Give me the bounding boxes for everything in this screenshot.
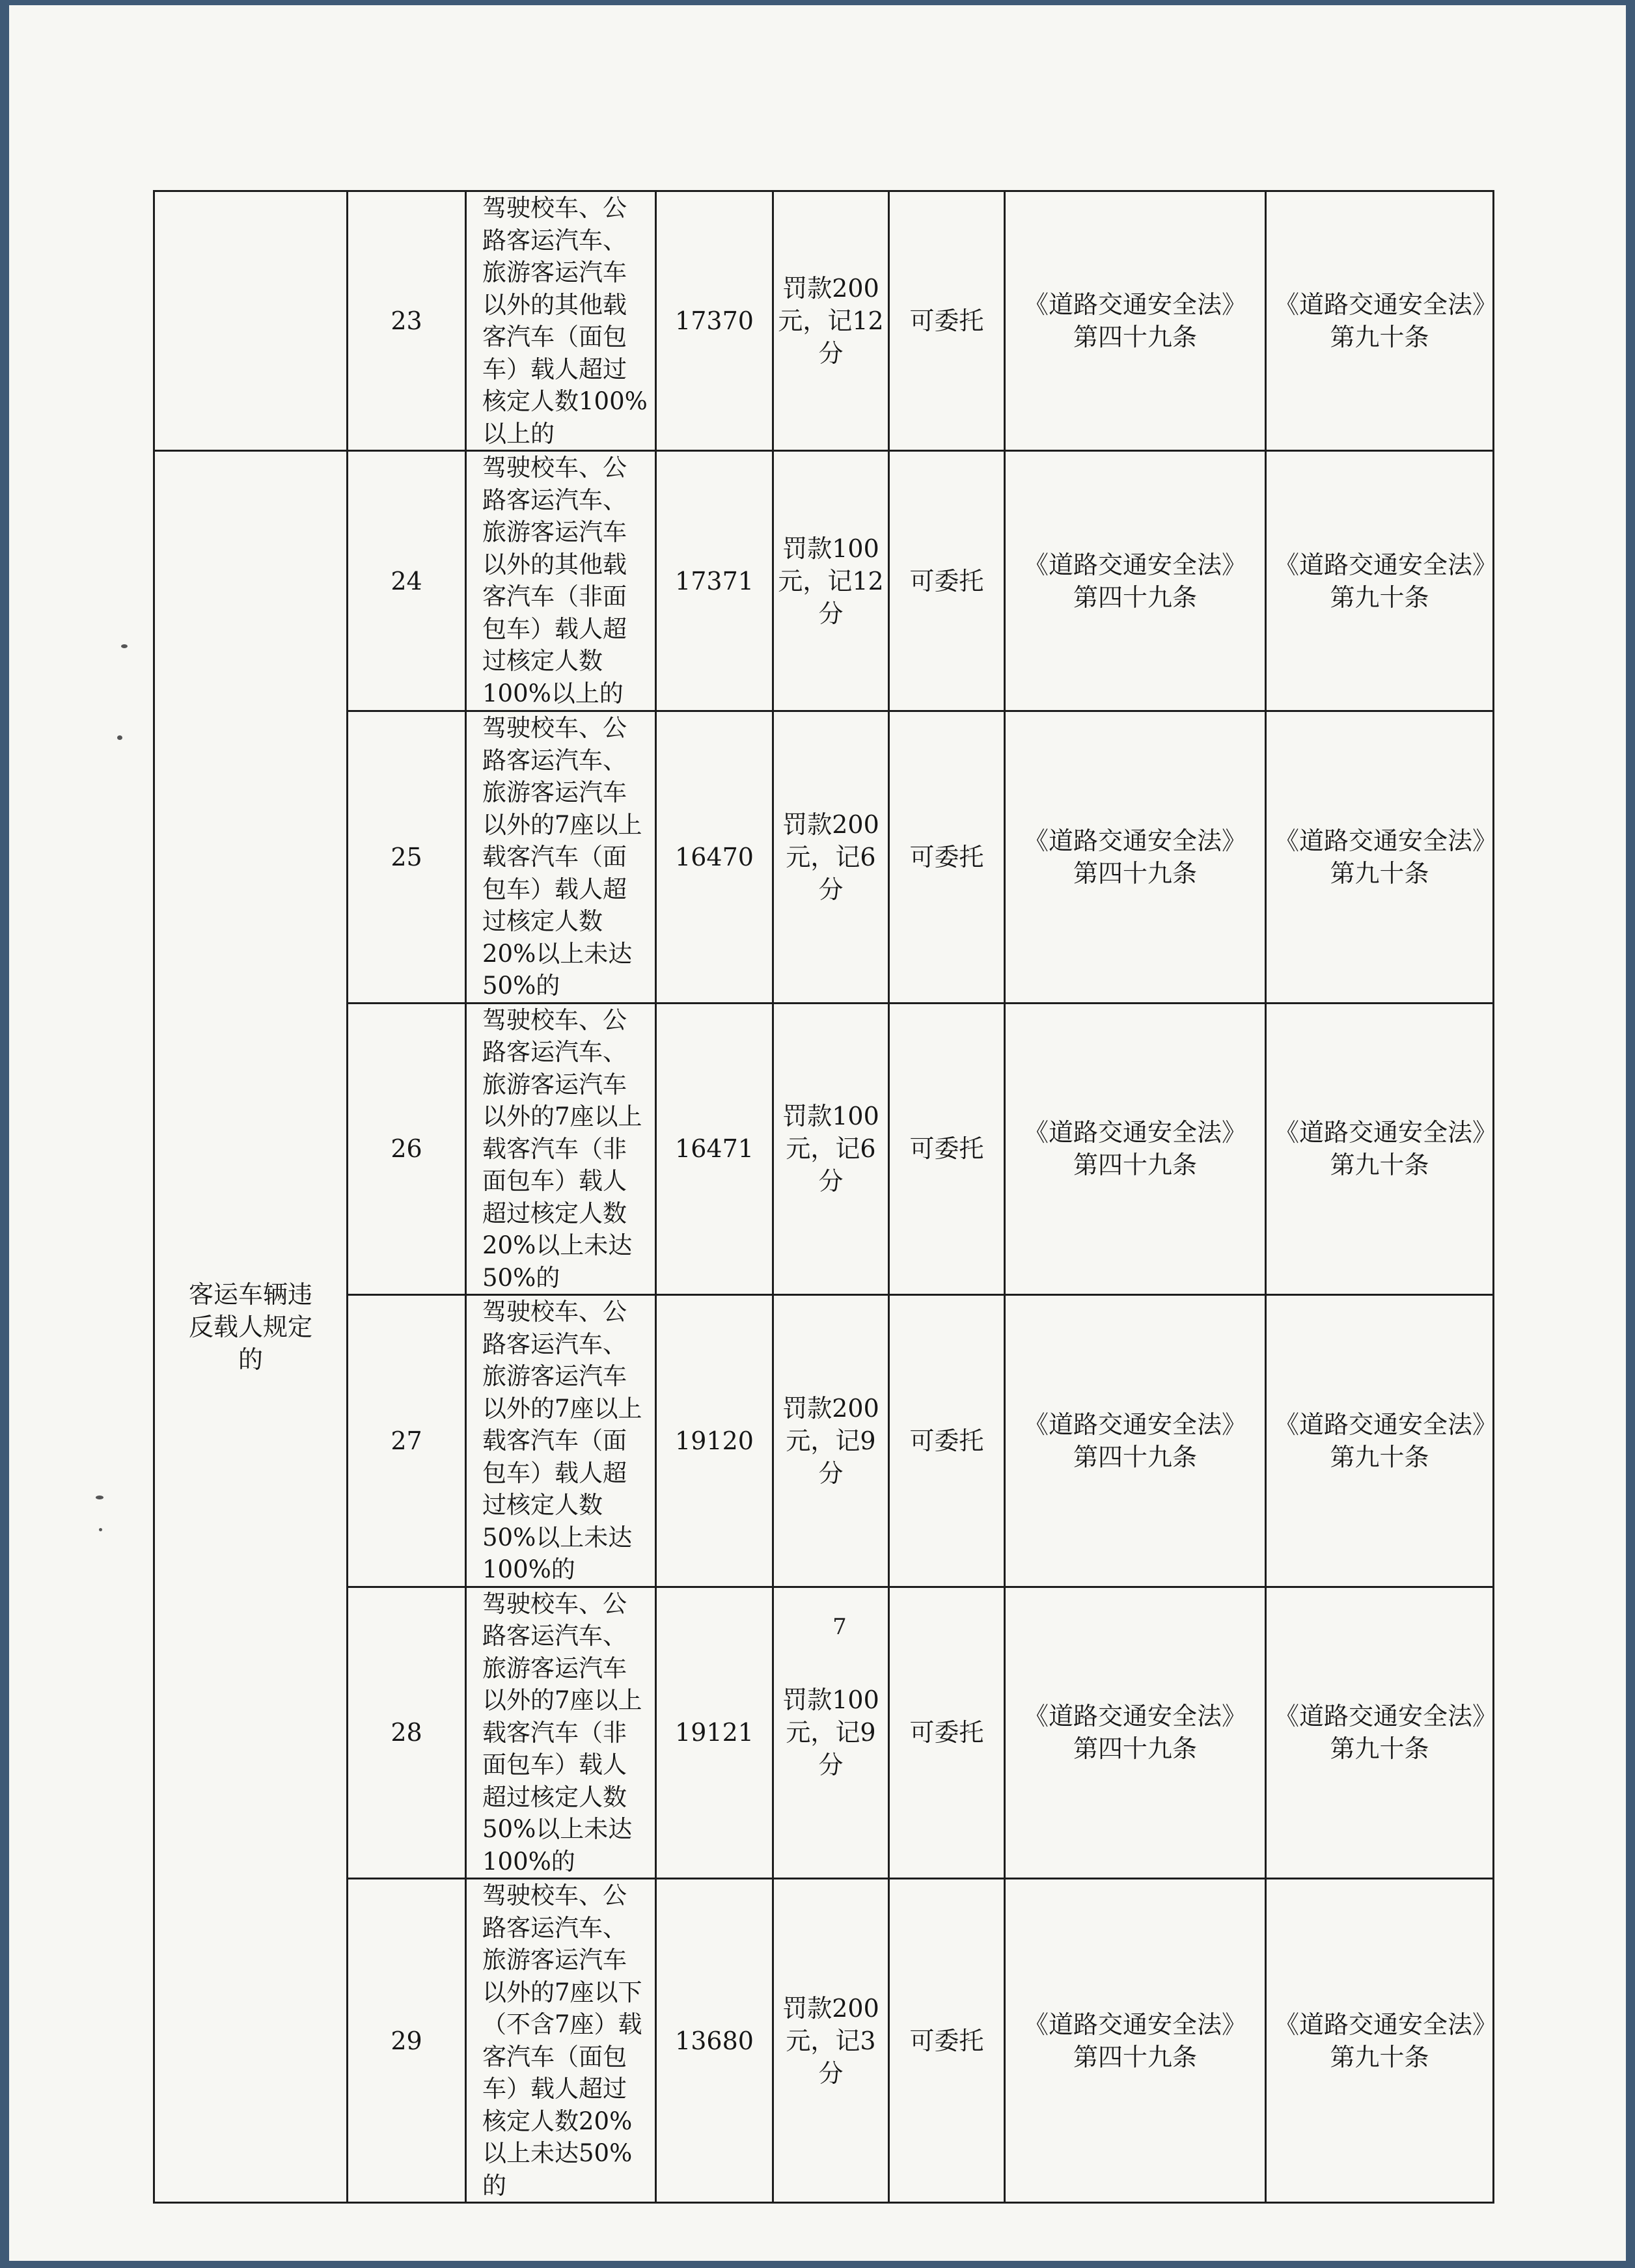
enforcement-mode: 可委托: [889, 711, 1005, 1004]
row-number: 27: [348, 1295, 466, 1587]
violation-legal-basis: 《道路交通安全法》第四十九条: [1005, 1003, 1266, 1295]
page-number: 7: [832, 1614, 847, 1640]
violation-description: 驾驶校车、公路客运汽车、旅游客运汽车以外的其他载客汽车（面包车）载人超过核定人数100%以上的: [466, 191, 656, 451]
row-number: 23: [348, 191, 466, 451]
violation-legal-basis: 《道路交通安全法》第四十九条: [1005, 1879, 1266, 2203]
violation-legal-basis: 《道路交通安全法》第四十九条: [1005, 451, 1266, 711]
penalty-amount: 罚款200元，记6分: [773, 711, 889, 1004]
scan-speck: [96, 1496, 103, 1499]
enforcement-mode: 可委托: [889, 1879, 1005, 2203]
row-number: 29: [348, 1879, 466, 2203]
row-number: 25: [348, 711, 466, 1004]
enforcement-mode: 可委托: [889, 1587, 1005, 1879]
violation-description: 驾驶校车、公路客运汽车、旅游客运汽车以外的7座以上载客汽车（面包车）载人超过核定人数20%以上未达50%的: [466, 711, 656, 1004]
penalty-amount: 罚款200元，记3分: [773, 1879, 889, 2203]
violation-code: 16470: [656, 711, 773, 1004]
table-row: [154, 191, 1494, 451]
violation-legal-basis: 《道路交通安全法》第四十九条: [1005, 1587, 1266, 1879]
table-row: [154, 1295, 1494, 1587]
enforcement-mode: 可委托: [889, 191, 1005, 451]
penalty-amount: 罚款100元，记6分: [773, 1003, 889, 1295]
table-row: [154, 451, 1494, 711]
penalty-amount: 罚款100元，记9分: [773, 1587, 889, 1879]
penalty-amount: 罚款100元，记12分: [773, 451, 889, 711]
violation-description: 驾驶校车、公路客运汽车、旅游客运汽车以外的7座以上载客汽车（面包车）载人超过核定人数50%以上未达100%的: [466, 1295, 656, 1587]
category-cell: 客运车辆违反载人规定的: [154, 451, 348, 2203]
violation-code: 19120: [656, 1295, 773, 1587]
violation-code: 16471: [656, 1003, 773, 1295]
enforcement-mode: 可委托: [889, 451, 1005, 711]
violation-code: 17370: [656, 191, 773, 451]
penalty-legal-basis: 《道路交通安全法》第九十条: [1266, 1003, 1494, 1295]
violation-code: 19121: [656, 1587, 773, 1879]
violation-description: 驾驶校车、公路客运汽车、旅游客运汽车以外的7座以上载客汽车（非面包车）载人超过核定人数20%以上未达50%的: [466, 1003, 656, 1295]
violation-table: [153, 190, 1494, 2204]
violation-code: 17371: [656, 451, 773, 711]
scan-speck: [99, 1528, 102, 1531]
violation-description: 驾驶校车、公路客运汽车、旅游客运汽车以外的其他载客汽车（非面包车）载人超过核定人数100%以上的: [466, 451, 656, 711]
category-cell-continued: [154, 191, 348, 451]
violation-legal-basis: 《道路交通安全法》第四十九条: [1005, 191, 1266, 451]
penalty-legal-basis: 《道路交通安全法》第九十条: [1266, 191, 1494, 451]
row-number: 26: [348, 1003, 466, 1295]
enforcement-mode: 可委托: [889, 1003, 1005, 1295]
penalty-legal-basis: 《道路交通安全法》第九十条: [1266, 1879, 1494, 2203]
penalty-legal-basis: 《道路交通安全法》第九十条: [1266, 451, 1494, 711]
row-number: 28: [348, 1587, 466, 1879]
violation-legal-basis: 《道路交通安全法》第四十九条: [1005, 1295, 1266, 1587]
penalty-amount: 罚款200元，记12分: [773, 191, 889, 451]
table-row: [154, 711, 1494, 1004]
penalty-legal-basis: 《道路交通安全法》第九十条: [1266, 1295, 1494, 1587]
scan-speck: [117, 735, 122, 740]
penalty-legal-basis: 《道路交通安全法》第九十条: [1266, 711, 1494, 1004]
penalty-legal-basis: 《道路交通安全法》第九十条: [1266, 1587, 1494, 1879]
violation-legal-basis: 《道路交通安全法》第四十九条: [1005, 711, 1266, 1004]
enforcement-mode: 可委托: [889, 1295, 1005, 1587]
violation-description: 驾驶校车、公路客运汽车、旅游客运汽车以外的7座以下（不含7座）载客汽车（面包车）载人超过核定人数20%以上未达50%的: [466, 1879, 656, 2203]
table-row: [154, 1879, 1494, 2203]
scan-speck: [121, 644, 128, 648]
table-row: [154, 1587, 1494, 1879]
violation-code: 13680: [656, 1879, 773, 2203]
violation-description: 驾驶校车、公路客运汽车、旅游客运汽车以外的7座以上载客汽车（非面包车）载人超过核定人数50%以上未达100%的: [466, 1587, 656, 1879]
table-row: [154, 1003, 1494, 1295]
penalty-amount: 罚款200元，记9分: [773, 1295, 889, 1587]
row-number: 24: [348, 451, 466, 711]
